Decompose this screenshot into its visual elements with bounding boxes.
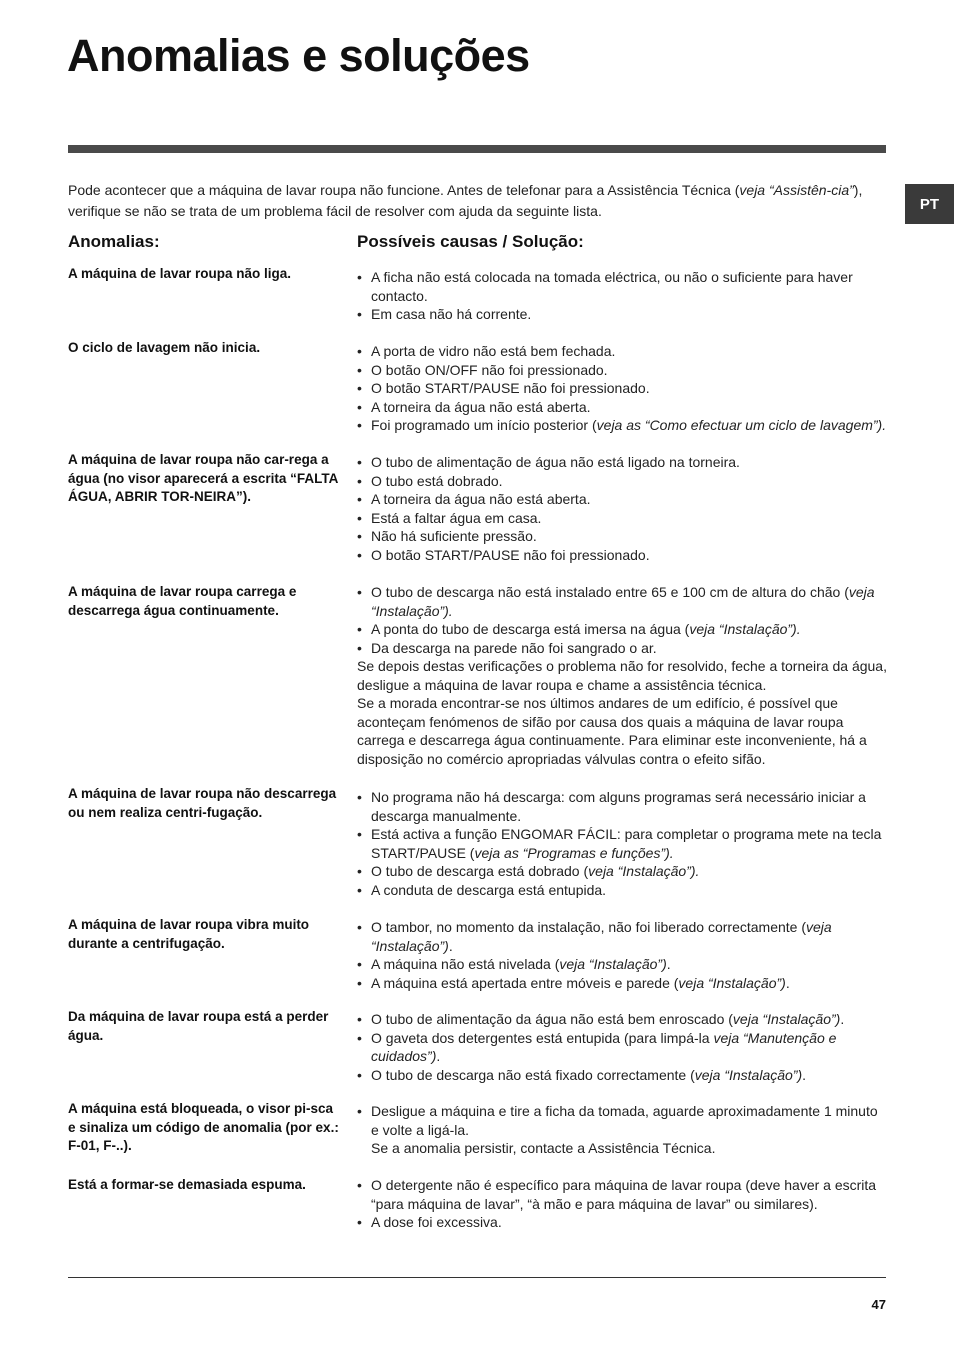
causes-cell	[357, 918, 888, 992]
cause-item	[357, 472, 888, 491]
cause-reference: veja “Instalação”).	[371, 584, 875, 619]
cause-text: O botão START/PAUSE não foi pressionado.	[371, 380, 650, 396]
anomaly-label: Está a formar-se demasiada espuma.	[68, 1177, 306, 1192]
cause-text: O tubo de alimentação da água não está bem enroscado (	[371, 1011, 733, 1027]
cause-item	[357, 546, 888, 565]
cause-text: O tubo de alimentação de água não está ligado na torneira.	[371, 454, 740, 470]
causes-cell	[357, 342, 888, 435]
causes-cell	[357, 1010, 888, 1084]
causes-cell	[357, 1176, 888, 1232]
causes-cell	[357, 268, 888, 324]
anomaly-label: A máquina de lavar roupa carrega e descarrega água continuamente.	[68, 584, 297, 618]
cause-item	[357, 361, 888, 380]
anomaly-label: A máquina está bloqueada, o visor pi-sca e sinaliza um código de anomalia (por ex.: F-01, F-..).	[68, 1101, 339, 1153]
cause-item	[357, 583, 888, 620]
cause-item	[357, 379, 888, 398]
cause-text: A torneira da água não está aberta.	[371, 398, 591, 415]
cause-item	[357, 788, 888, 825]
cause-text: Em casa não há corrente.	[371, 306, 532, 322]
causes-cell	[357, 453, 888, 564]
cause-text: A torneira da água não está aberta.	[371, 491, 591, 507]
cause-item	[357, 620, 888, 639]
cause-item	[357, 974, 888, 993]
cause-reference: veja “Instalação”)	[678, 974, 786, 991]
cause-reference: veja “Instalação”)	[559, 956, 667, 972]
cause-note: Se a morada encontrar-se nos últimos andares de um edifício, é possível que aconteçam fenómenos de sifão por causa dos quais a máquina de lavar roupa carrega e descarrega água continuamente. Para eliminar este inconveniente, há a disposição no comércio apropriadas válvulas contra o efeito sifão.	[357, 695, 867, 767]
language-tab: PT	[905, 184, 954, 224]
causes-header: Possíveis causas / Solução:	[357, 232, 584, 251]
cause-item	[357, 416, 888, 435]
cause-reference: veja “Manutenção e cuidados”)	[371, 1029, 837, 1064]
anomaly-label: A máquina de lavar roupa não liga.	[68, 266, 292, 281]
cause-text: Não há suficiente pressão.	[371, 528, 537, 544]
cause-text: O tubo de descarga não está instalado entre 65 e 100 cm de altura do chão (	[371, 584, 849, 600]
cause-item	[357, 509, 888, 528]
title-divider	[68, 145, 886, 153]
cause-text: A dose foi excessiva.	[371, 1214, 502, 1230]
cause-item	[357, 490, 888, 509]
cause-text: O tubo de descarga está dobrado (	[371, 863, 589, 879]
cause-text: A conduta de descarga está entupida.	[371, 881, 607, 898]
anomaly-label: A máquina de lavar roupa vibra muito durante a centrifugação.	[68, 917, 310, 951]
cause-text: A ponta do tubo de descarga está imersa na água (	[371, 621, 690, 637]
cause-text: O tambor, no momento da instalação, não foi liberado correctamente (	[371, 919, 807, 935]
cause-item	[357, 862, 888, 881]
cause-reference: veja “Instalação”).	[588, 863, 700, 879]
cause-item	[357, 398, 888, 417]
cause-text: No programa não há descarga: com alguns programas será necessário iniciar a descarga manualmente.	[371, 789, 866, 824]
cause-text-end: .	[785, 974, 790, 991]
cause-note: Se depois destas verificações o problema não for resolvido, feche a torneira da água, desligue a máquina de lavar roupa e chame a assistência técnica.	[357, 658, 887, 693]
cause-text: Está a faltar água em casa.	[371, 509, 542, 526]
cause-item	[357, 881, 888, 900]
cause-item	[357, 1213, 888, 1232]
cause-reference: veja as “Como efectuar um ciclo de lavagem”).	[596, 417, 887, 433]
cause-item	[357, 1010, 888, 1029]
cause-item	[357, 639, 888, 658]
cause-text: Da descarga na parede não foi sangrado o ar.	[371, 639, 657, 656]
cause-text: O detergente não é específico para máquina de lavar roupa (deve haver a escrita “para máquina de lavar”, “à mão e para máquina de lavar” ou similares).	[371, 1177, 877, 1212]
cause-item	[357, 1066, 888, 1085]
anomaly-label: A máquina de lavar roupa não descarrega ou nem realiza centri-fugação.	[68, 786, 337, 820]
cause-text-end: .	[802, 1066, 807, 1083]
cause-item	[357, 825, 888, 862]
cause-text: Está activa a função ENGOMAR FÁCIL: para completar o programa mete na tecla START/PAUSE (	[371, 826, 882, 861]
cause-text: A ficha não está colocada na tomada eléctrica, ou não o suficiente para haver contacto.	[371, 269, 853, 304]
cause-text: O gaveta dos detergentes está entupida (para limpá-la	[371, 1029, 714, 1046]
causes-cell	[357, 788, 888, 899]
intro-paragraph	[68, 180, 880, 222]
cause-item	[357, 342, 888, 361]
cause-reference: veja “Instalação”)	[371, 919, 832, 954]
cause-item	[357, 1029, 888, 1066]
cause-text-end: .	[448, 937, 453, 954]
cause-item	[357, 453, 888, 472]
cause-text-end: .	[436, 1048, 441, 1064]
cause-text: A porta de vidro não está bem fechada.	[371, 343, 616, 359]
anomaly-label: O ciclo de lavagem não inicia.	[68, 340, 261, 355]
cause-reference: veja “Instalação”)	[732, 1011, 841, 1027]
causes-cell	[357, 1102, 888, 1158]
intro-text-end: ), verifique se não se trata de um problema fácil de resolver com ajuda da seguinte lista.	[68, 182, 863, 219]
cause-item	[357, 1102, 888, 1139]
cause-text: Foi programado um início posterior (	[371, 417, 597, 433]
page-number: 47	[871, 1297, 886, 1312]
causes-cell	[357, 583, 888, 768]
cause-reference: veja as “Programas e funções”).	[474, 844, 674, 861]
anomaly-label: Da máquina de lavar roupa está a perder água.	[68, 1009, 329, 1043]
cause-text: O botão ON/OFF não foi pressionado.	[371, 361, 608, 378]
cause-text-end: .	[666, 956, 671, 972]
page-title: Anomalias e soluções	[67, 30, 530, 81]
cause-item	[357, 527, 888, 546]
intro-text: Pode acontecer que a máquina de lavar roupa não funcione. Antes de telefonar para a Assistência Técnica (	[68, 182, 740, 198]
cause-text: O tubo está dobrado.	[371, 472, 503, 489]
cause-reference: veja “Instalação”)	[694, 1066, 803, 1083]
cause-text: O botão START/PAUSE não foi pressionado.	[371, 546, 650, 563]
cause-text: A máquina está apertada entre móveis e parede (	[371, 974, 679, 991]
cause-subnote: Se a anomalia persistir, contacte a Assistência Técnica.	[371, 1140, 716, 1156]
cause-item	[357, 305, 888, 324]
cause-text: O tubo de descarga não está fixado correctamente (	[371, 1066, 695, 1083]
anomalies-header: Anomalias:	[68, 232, 160, 251]
cause-item	[357, 918, 888, 955]
cause-reference: veja “Instalação”).	[689, 621, 801, 637]
cause-item	[357, 1176, 888, 1213]
cause-text: Desligue a máquina e tire a ficha da tomada, aguarde aproximadamente 1 minuto e volte a ligá-la.	[371, 1103, 878, 1138]
cause-item	[357, 268, 888, 305]
cause-item	[357, 955, 888, 974]
cause-text: A máquina não está nivelada (	[371, 956, 560, 972]
anomaly-label: A máquina de lavar roupa não car-rega a água (no visor aparecerá a escrita “FALTA ÁGUA, ABRIR TOR-NEIRA”).	[68, 452, 338, 504]
intro-reference: veja “Assistên-cia”	[739, 182, 854, 198]
footer-divider	[68, 1277, 886, 1278]
cause-text-end: .	[840, 1011, 845, 1027]
